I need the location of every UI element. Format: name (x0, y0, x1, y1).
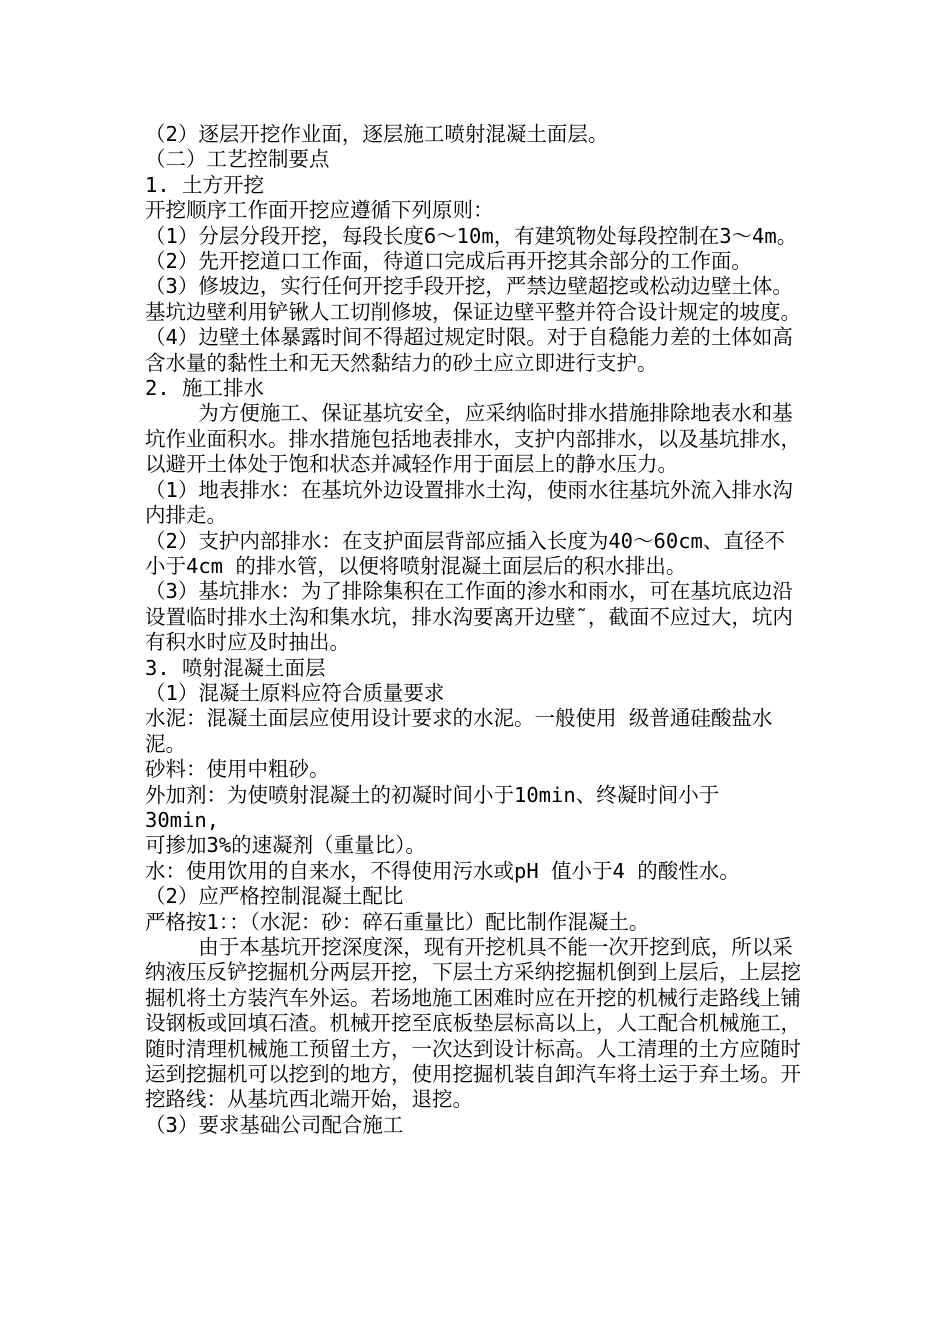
heading-shotcrete: 3. 喷射混凝土面层 (145, 655, 326, 680)
document-body (145, 122, 805, 1138)
paragraph-admixture: 外加剂：为使喷射混凝土的初凝时间小于10min、终凝时间小于 (145, 782, 720, 807)
paragraph-drainage-intro: 为方便施工、保证基坑安全，应采纳临时排水措施排除地表水和基坑作业面积水。排水措施包括地表排水，支护内部排水，以及基坑排水，以避开土体处于饱和状态并减轻作用于面层上的静水压力。 (145, 401, 801, 477)
paragraph-excavation-order: 开挖顺序工作面开挖应遵循下列原则： (145, 198, 494, 223)
paragraph-cement: 水泥：混凝土面层应使用设计要求的水泥。一般使用 级普通硅酸盐水泥。 (145, 706, 773, 756)
paragraph-excavation-method: 由于本基坑开挖深度深，现有开挖机具不能一次开挖到底，所以采纳液压反铲挖掘机分两层开挖，下层土方采纳挖掘机倒到上层后，上层挖掘机将土方装汽车外运。若场地施工困难时应在开挖的机械行走路线上铺设钢板或回填石渣。机械开挖至底板垫层标高以上，人工配合机械施工，随时清理机械施工预留土方，一次达到设计标高。人工清理的土方应随时运到挖掘机可以挖到的地方，使用挖掘机装自卸汽车将土运于弃土场。开挖路线：从基坑西北端开始，退挖。 (145, 935, 801, 1112)
paragraph-item-3: （3）修坡边，实行任何开挖手段开挖，严禁边壁超挖或松动边壁土体。基坑边壁利用铲锹人工切削修坡，保证边壁平整并符合设计规定的坡度。 (145, 274, 801, 324)
paragraph-pit-drainage: （3）基坑排水：为了排除集积在工作面的渗水和雨水，可在基坑底边沿设置临时排水土沟和集水坑，排水沟要离开边壁˜，截面不应过大，坑内有积水时应及时抽出。 (145, 579, 793, 655)
paragraph-cooperation: （3）要求基础公司配合施工 (145, 1112, 404, 1137)
paragraph-item-2: （2）先开挖道口工作面，待道口完成后再开挖其余部分的工作面。 (145, 249, 752, 274)
paragraph-sand: 砂料：使用中粗砂。 (145, 757, 330, 782)
paragraph-mix-control: （2）应严格控制混凝土配比 (145, 884, 404, 909)
paragraph-internal-drainage: （2）支护内部排水：在支护面层背部应插入长度为40～60cm、直径不小于4cm 的排水管，以便将喷射混凝土面层后的积水排出。 (145, 528, 785, 578)
paragraph-material-requirements: （1）混凝土原料应符合质量要求 (145, 680, 445, 705)
heading-drainage: 2. 施工排水 (145, 376, 265, 401)
heading-process-control: （二）工艺控制要点 (145, 147, 330, 172)
heading-earthwork: 1. 土方开挖 (145, 172, 265, 197)
paragraph-item-1: （1）分层分段开挖，每段长度6～10m，有建筑物处每段控制在3～4m。 (145, 223, 798, 248)
paragraph-admixture-time: 30min, (145, 807, 220, 832)
paragraph-layered-face: （2）逐层开挖作业面，逐层施工喷射混凝土面层。 (145, 122, 609, 146)
paragraph-accelerator: 可掺加3%的速凝剂（重量比）。 (145, 833, 426, 858)
paragraph-item-4: （4）边壁土体暴露时间不得超过规定时限。对于自稳能力差的土体如高含水量的黏性土和无天然黏结力的砂土应立即进行支护。 (145, 325, 793, 375)
paragraph-surface-drainage: （1）地表排水：在基坑外边设置排水土沟，使雨水往基坑外流入排水沟内排走。 (145, 477, 793, 528)
paragraph-water: 水：使用饮用的自来水，不得使用污水或pH 值小于4 的酸性水。 (145, 858, 740, 883)
paragraph-mix-ratio: 严格按1：：（水泥：砂：碎石重量比）配比制作混凝土。 (145, 909, 650, 934)
